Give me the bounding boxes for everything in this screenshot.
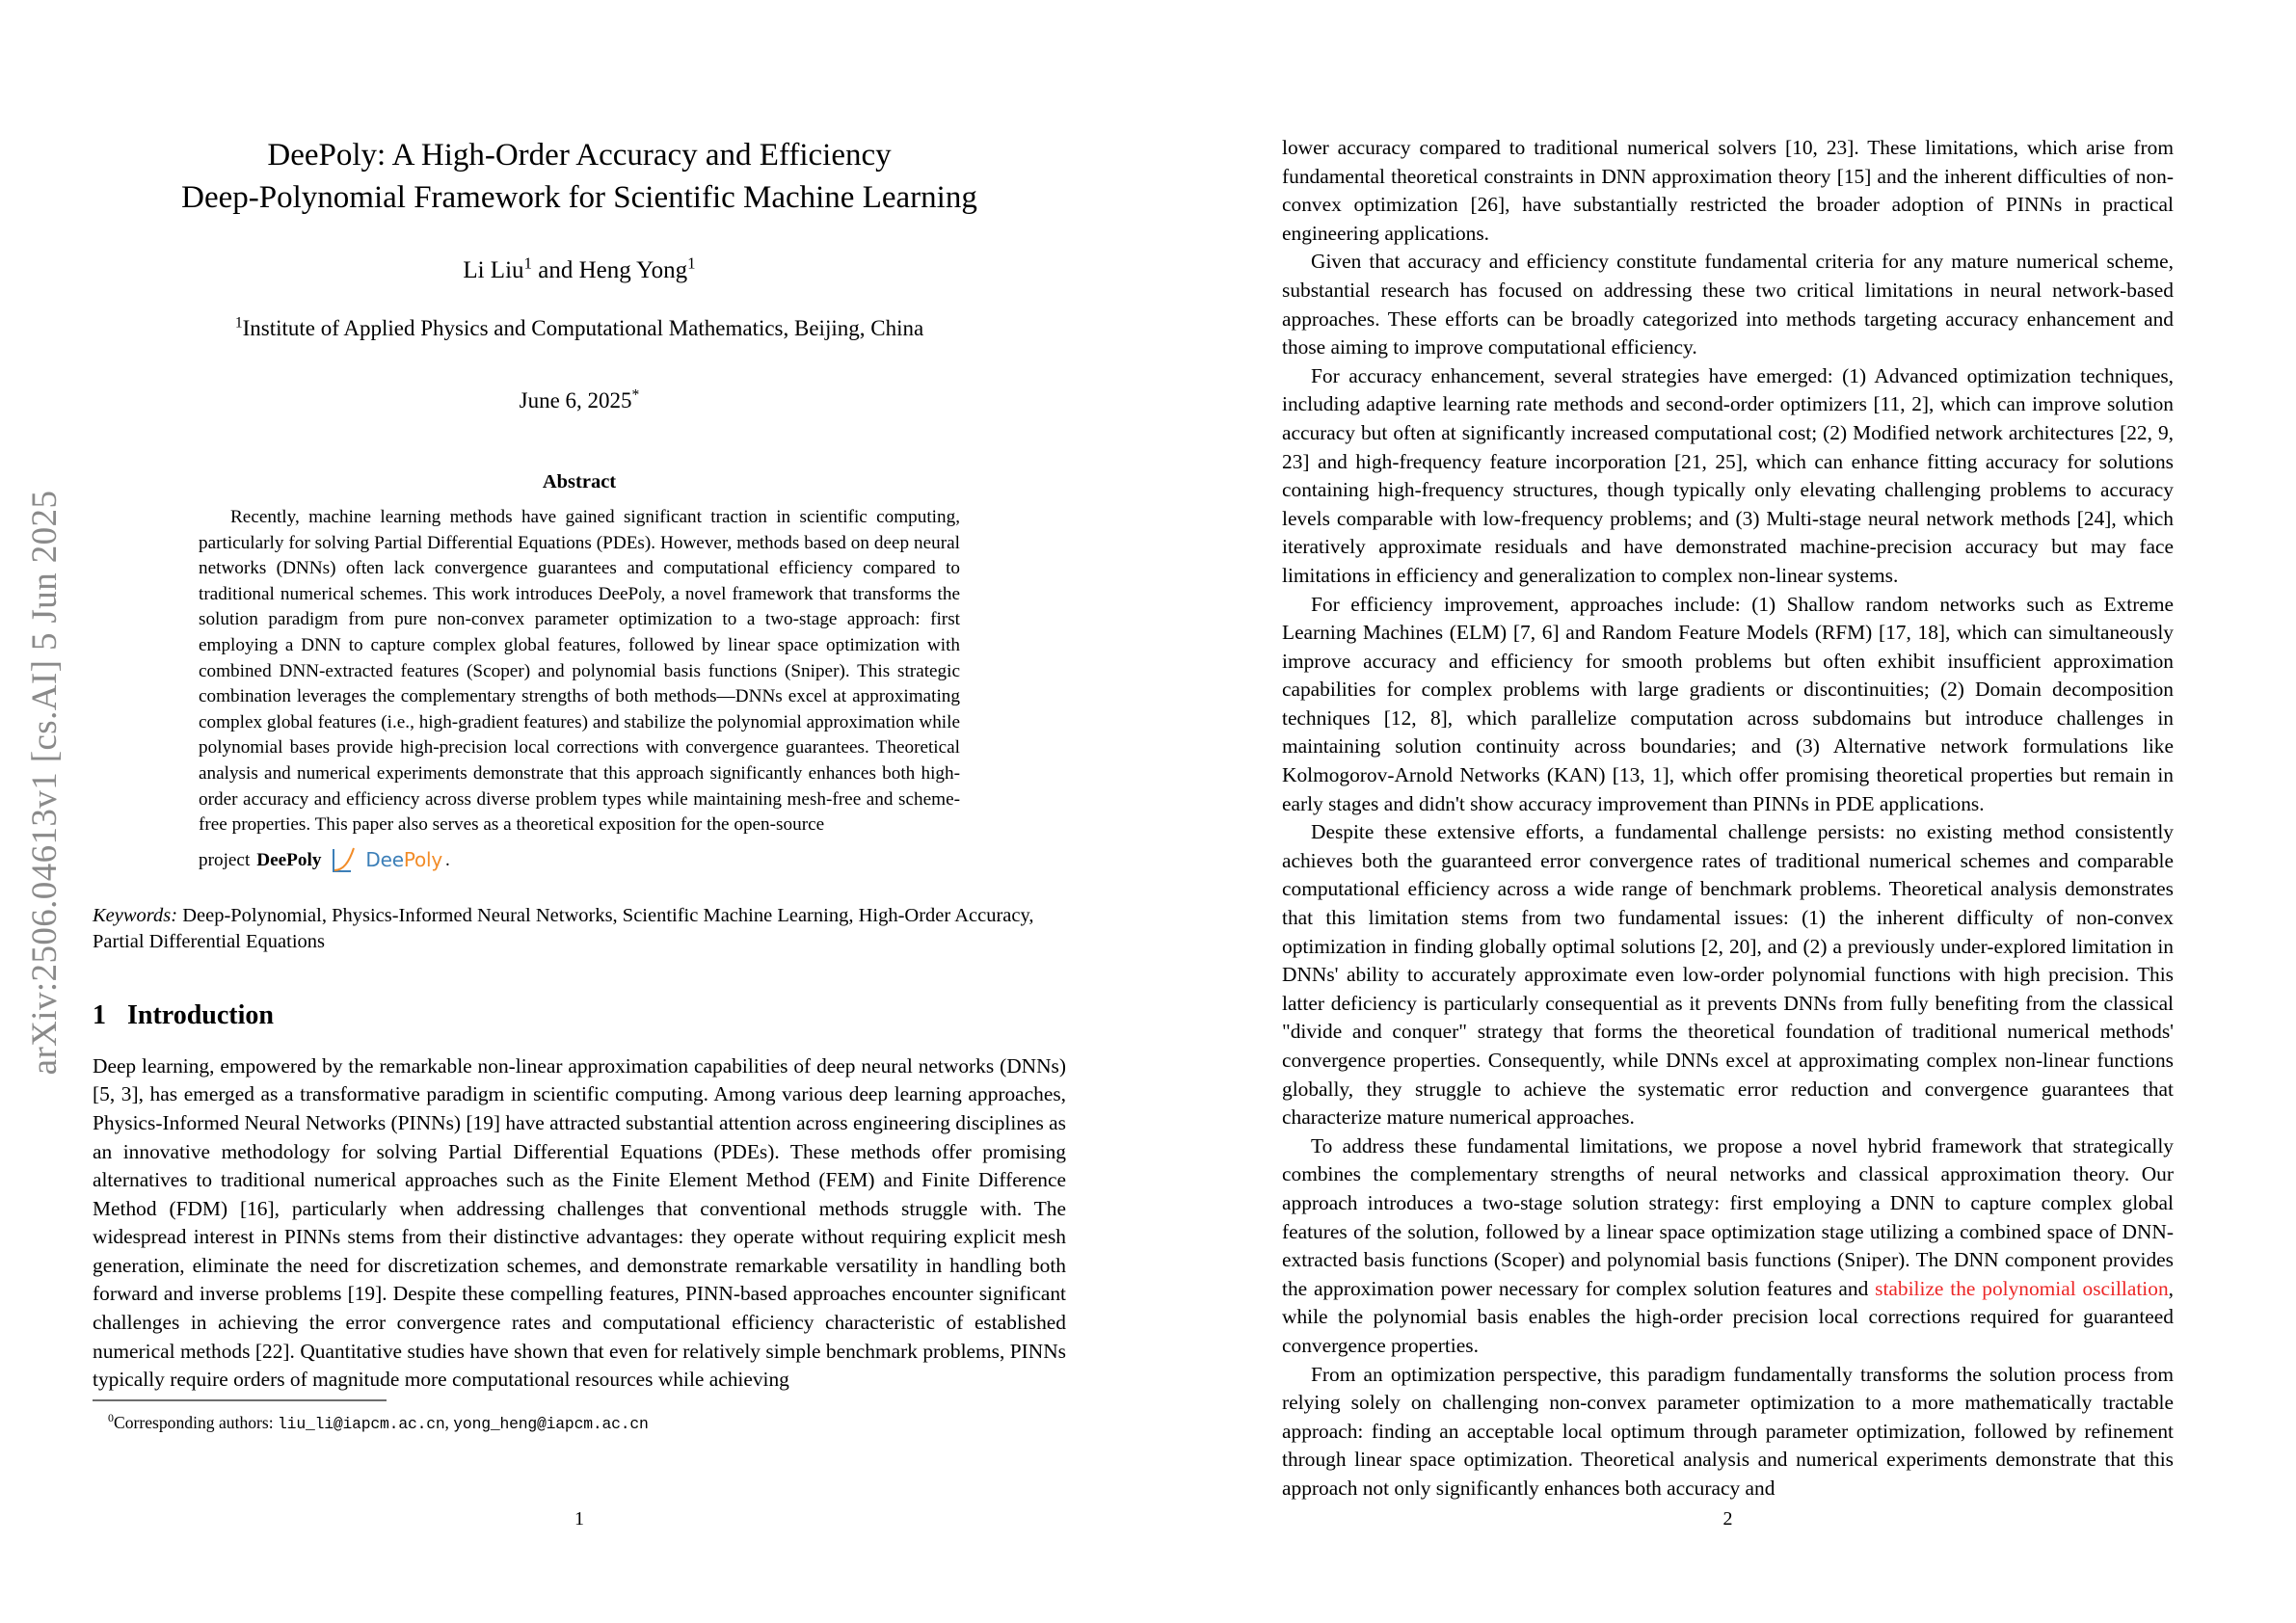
paragraph-text-after-highlight: , while the polynomial basis enables the high-order precision local corrections required for guaranteed convergence properties.: [1282, 1276, 2174, 1357]
paragraph: For accuracy enhancement, several strategies have emerged: (1) Advanced optimization techniques, including adaptive learning rate methods and second-order optimizers [11, 2], which can improve solution accuracy but often at significantly increased computational cost; (2) Modified network architectures [22, 9, 23] and high-frequency feature incorporation [21, 25], which can enhance fitting accuracy for solutions containing high-frequency structures, though typically only elevating challenging problems to accuracy levels comparable with low-frequency problems; and (3) Multi-stage neural network methods [24], which iteratively approximate residuals and have demonstrated machine-precision accuracy but may face limitations in efficiency and generalization to complex non-linear systems.: [1282, 363, 2174, 587]
deepoly-logo[interactable]: [330, 846, 442, 875]
section-heading-introduction: [93, 1000, 1066, 1031]
author-list: [93, 253, 1066, 284]
affiliation-marker: 1: [234, 314, 243, 332]
keywords: [93, 903, 1066, 955]
paragraph: From an optimization perspective, this paradigm fundamentally transforms the solution process from relying solely on challenging non-convex parameter optimization to a more mathematically tractable approach: finding an acceptable local optimum through parameter optimization, followed by refinement through linear space optimization. Theoretical analysis and numerical experiments demonstrate that this approach not only significantly enhances both accuracy and: [1282, 1362, 2174, 1500]
title-line-2: Deep-Polynomial Framework for Scientific Machine Learning: [181, 180, 977, 215]
paragraph-with-highlight: [1282, 1132, 2174, 1361]
footnote-email-1[interactable]: liu_li@iapcm.ac.cn: [278, 1414, 445, 1433]
project-label: project: [199, 850, 251, 871]
affiliation-text: Institute of Applied Physics and Computational Mathematics, Beijing, China: [242, 316, 924, 340]
title-block: [93, 134, 1066, 413]
page-one-content: [93, 0, 1066, 1530]
date-footnote-marker: *: [631, 386, 640, 404]
author-affiliation-marker-1: 1: [523, 253, 533, 273]
author-name-1: Li Liu: [463, 257, 524, 283]
author-affiliation-marker-2: 1: [687, 253, 696, 273]
publication-date-text: June 6, 2025: [519, 388, 632, 412]
paragraph: Despite these extensive efforts, a fundamental challenge persists: no existing method consistently achieves both the guaranteed error convergence rates of traditional numerical schemes and comparable computational efficiency across a wide range of benchmark problems. Theoretical analysis demonstrates that this limitation stems from two fundamental issues: (1) the inherent difficulty of non-convex optimization in finding globally optimal solutions [2, 20], and (2) a previously under-explored limitation in DNNs' ability to accurately approximate even low-order polynomial functions with high precision. This latter deficiency is particularly consequential as it prevents DNNs from fully benefiting from the classical "divide and conquer" strategy that forms the theoretical foundation of traditional numerical methods' convergence properties. Consequently, while DNNs excel at approximating complex non-linear functions globally, they struggle to achieve the systematic error reduction and convergence guarantees that characterize mature numerical approaches.: [1282, 820, 2174, 1130]
paragraph: Given that accuracy and efficiency constitute fundamental criteria for any mature numerical scheme, substantial research has focused on addressing these two critical limitations in neural network-based approaches. These efforts can be broadly categorized into methods targeting accuracy enhancement and those aiming to improve computational efficiency.: [1282, 250, 2174, 359]
page-two-body: [1282, 134, 2174, 1503]
section-title: Introduction: [127, 999, 274, 1030]
page-one-body: [93, 1052, 1066, 1395]
abstract-project-line: [199, 847, 960, 876]
footnote-rule: [93, 1399, 387, 1401]
footnote-area: [93, 1399, 1066, 1435]
logo-text-poly: Poly: [403, 848, 443, 872]
abstract-period: .: [445, 850, 450, 871]
deepoly-logo-text: [365, 847, 442, 873]
paragraph: For efficiency improvement, approaches include: (1) Shallow random networks such as Extreme Learning Machines (ELM) [7, 6] and Random Feature Models (RFM) [17, 18], which can simultaneously improve accuracy and efficiency for smooth problems but often exhibit insufficient approximation capabilities for complex problems with large gradients or discontinuities; (2) Domain decomposition techniques [12, 8], which parallelize computation across subdomains but introduce challenges in maintaining solution continuity across boundaries; and (3) Alternative network formulations like Kolmogorov-Arnold Networks (KAN) [13, 1], which offer promising theoretical properties but remain in early stages and didn't show accuracy improvement than PINNs in PDE applications.: [1282, 592, 2174, 815]
logo-text-dee: Dee: [365, 848, 404, 872]
author-conjunction: and Heng Yong: [532, 257, 688, 283]
footnote-email-2[interactable]: yong_heng@iapcm.ac.cn: [453, 1414, 649, 1433]
page-title: [165, 134, 994, 219]
page-number-one: 1: [574, 1508, 584, 1530]
keywords-text: Deep-Polynomial, Physics-Informed Neural Networks, Scientific Machine Learning, High-Order Accuracy, Partial Differential Equations: [93, 904, 1034, 952]
paragraph-text-before-highlight: To address these fundamental limitations, we propose a novel hybrid framework that strategically combines the complementary strengths of neural networks and classical approximation theory. Our approach introduces a two-stage solution strategy: first employing a DNN to capture complex global features of the solution, followed by a linear space optimization stage utilizing a combined space of DNN-extracted basis functions (Scoper) and polynomial basis functions (Sniper). The DNN component provides the approximation power necessary for complex solution features and: [1282, 1133, 2174, 1300]
page-two-content: [1282, 0, 2174, 1530]
abstract-heading: Abstract: [542, 471, 617, 492]
page-one: [93, 0, 1066, 1623]
footnote-text: [93, 1412, 1066, 1435]
abstract-body: Recently, machine learning methods have gained significant traction in scientific computing, particularly for solving Partial Differential Equations (PDEs). However, methods based on deep neural networks (DNNs) often lack convergence guarantees and computational efficiency compared to traditional numerical schemes. This work introduces DeePoly, a novel framework that transforms the solution paradigm from pure non-convex parameter optimization to a two-stage approach: first employing a DNN to capture complex global features, followed by linear space optimization with combined DNN-extracted features (Scoper) and polynomial basis functions (Sniper). This strategic combination leverages the complementary strengths of both methods—DNNs excel at approximating complex global features (i.e., high-gradient features) and stabilize the polynomial approximation while polynomial bases provide high-precision local corrections with convergence guarantees. Theoretical analysis and numerical experiments demonstrate that this approach significantly enhances both high-order accuracy and efficiency across diverse problem types while maintaining mesh-free and scheme-free properties. This paper also serves as a theoretical exposition for the open-source: [199, 507, 960, 836]
footnote-label: Corresponding authors:: [113, 1412, 279, 1432]
keywords-label: Keywords:: [93, 904, 178, 926]
arxiv-stamp-text: arXiv:2506.04613v1 [cs.AI] 5 Jun 2025: [24, 490, 65, 1076]
section-number: 1: [93, 999, 106, 1030]
arxiv-stamp: [0, 0, 89, 1623]
deepoly-logo-glyph: [330, 846, 362, 875]
highlighted-text: stabilize the polynomial oscillation: [1875, 1276, 2169, 1300]
title-line-1: DeePoly: A High-Order Accuracy and Efficiency: [267, 138, 892, 173]
footnote-marker: 0: [108, 1410, 114, 1424]
publication-date: [93, 388, 1066, 413]
paragraph: lower accuracy compared to traditional numerical solvers [10, 23]. These limitations, which arise from fundamental theoretical constraints in DNN approximation theory [15] and the inherent difficulties of non-convex optimization [26], have substantially restricted the broader adoption of PINNs in practical engineering applications.: [1282, 136, 2174, 245]
project-name: DeePoly: [256, 850, 322, 871]
page-two: [1282, 0, 2174, 1623]
page-number-two: 2: [1722, 1508, 1733, 1530]
paragraph: Deep learning, empowered by the remarkable non-linear approximation capabilities of deep neural networks (DNNs) [5, 3], has emerged as a transformative paradigm in scientific computing. Among various deep learning approaches, Physics-Informed Neural Networks (PINNs) [19] have attracted substantial attention across engineering disciplines as an innovative methodology for solving Partial Differential Equations (PDEs). These methods offer promising alternatives to traditional numerical approaches such as the Finite Element Method (FEM) and Finite Difference Method (FDM) [16], particularly when addressing challenges that conventional methods struggle with. The widespread interest in PINNs stems from their distinctive advantages: they operate without requiring explicit mesh generation, eliminate the need for discretization schemes, and demonstrate remarkable versatility in handling both forward and inverse problems [19]. Despite these compelling features, PINN-based approaches encounter significant challenges in achieving the error convergence rates and computational efficiency characteristic of established numerical methods [22]. Quantitative studies have shown that even for relatively simple benchmark problems, PINNs typically require orders of magnitude more computational resources while achieving: [93, 1053, 1066, 1392]
affiliation: [93, 316, 1066, 341]
abstract-section: [199, 471, 960, 876]
footnote-separator: ,: [444, 1412, 454, 1432]
